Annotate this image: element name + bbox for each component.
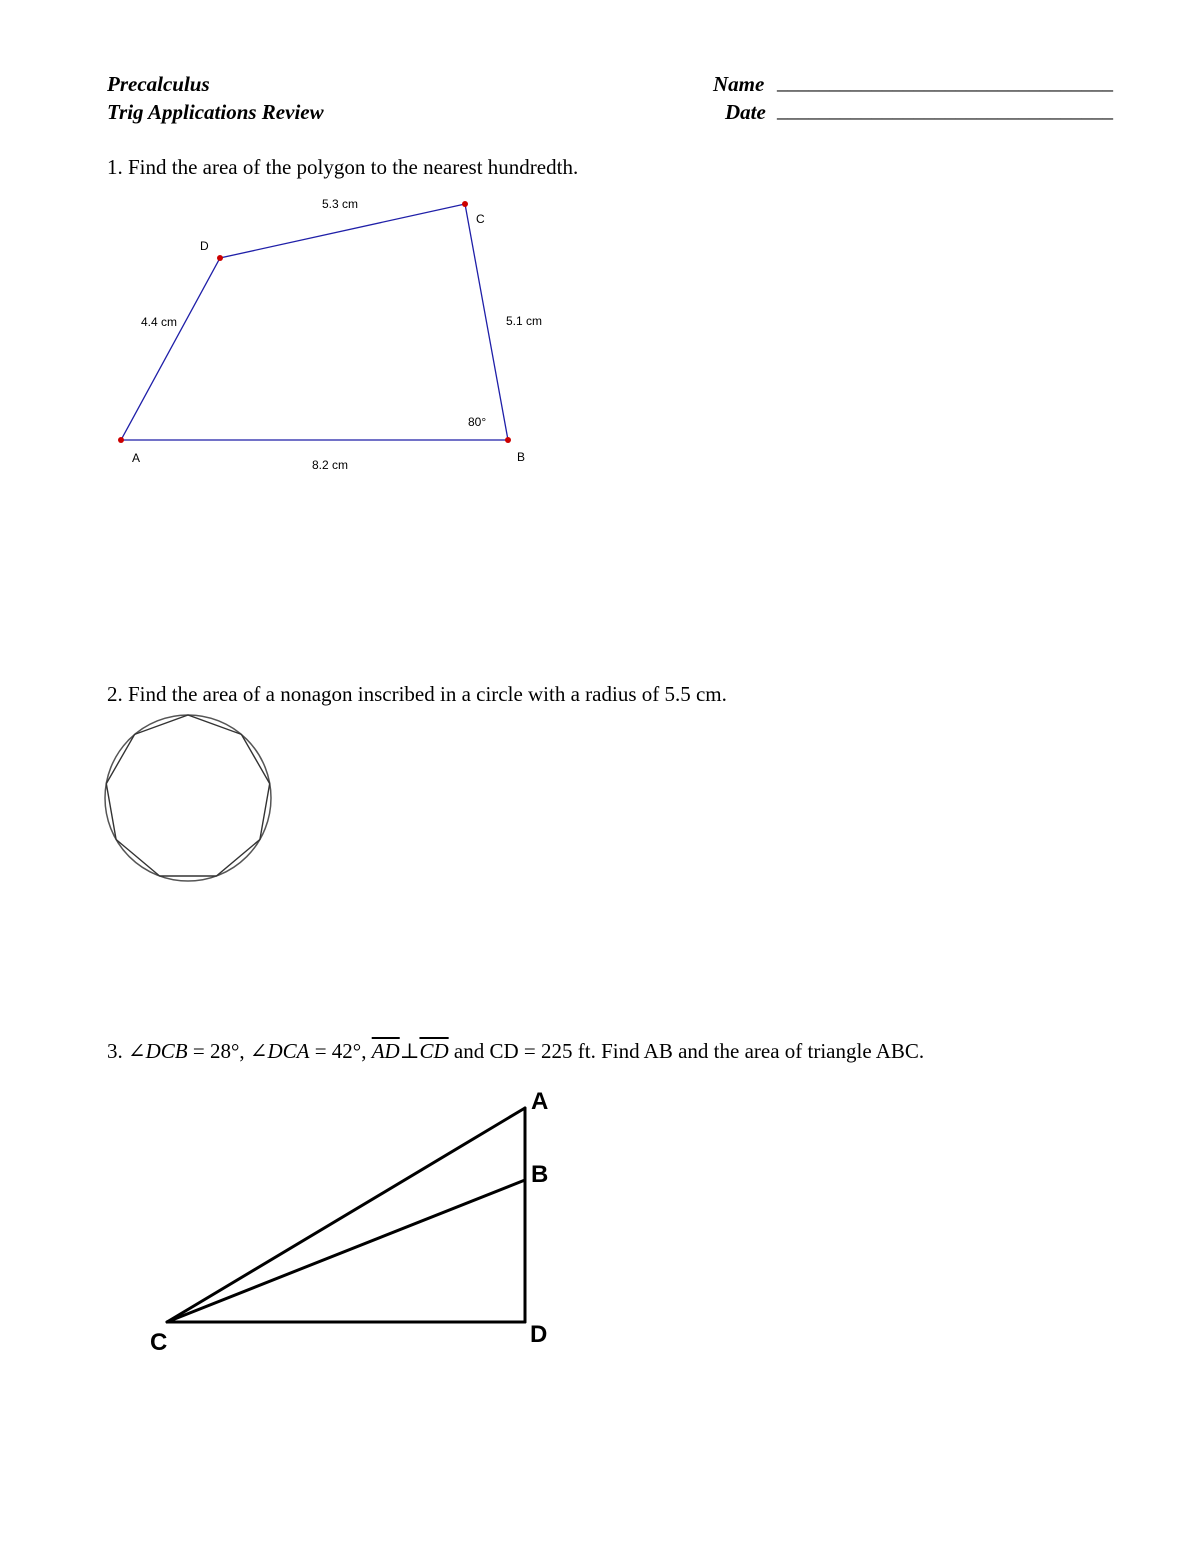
q3-angle-dca-value: = 42°: [309, 1039, 362, 1063]
date-label: Date: [725, 100, 766, 124]
vertex-d-label: D: [200, 239, 209, 253]
course-title: Precalculus: [107, 72, 210, 96]
segment-ca: [167, 1108, 525, 1322]
q3-angle-dcb: DCB: [145, 1039, 188, 1063]
q3-angle-dca: DCA: [267, 1039, 310, 1063]
question-2-text: 2. Find the area of a nonagon inscribed in a circle with a radius of 5.5 cm.: [107, 682, 727, 706]
question-1-text: 1. Find the area of the polygon to the nearest hundredth.: [107, 155, 579, 179]
date-blank[interactable]: ________________________________: [777, 98, 1113, 122]
q3-separator-1: ,: [239, 1039, 245, 1063]
q3-segment-cd: $\overline{CD}$: [419, 1039, 449, 1063]
side-cb-label: 5.1 cm: [506, 314, 543, 328]
q3-separator-2: ,: [361, 1039, 367, 1063]
q3-segment-ad: $\overline{AD}$: [371, 1039, 400, 1063]
name-label: Name: [713, 72, 765, 96]
side-ab-label: 8.2 cm: [312, 458, 349, 472]
vertex-c-label: C: [476, 212, 485, 226]
vertex-d-label: D: [530, 1321, 548, 1348]
angle-b-label: 80°: [468, 415, 487, 429]
q3-angle-symbol-2: ∠: [249, 1039, 268, 1063]
vertex-b-label: B: [531, 1161, 549, 1188]
segment-cb: [167, 1180, 525, 1322]
side-dc-label: 5.3 cm: [322, 197, 359, 211]
q3-angle-symbol-1: ∠: [128, 1039, 146, 1063]
vertex-b-label: B: [517, 450, 526, 464]
vertex-a-label: A: [531, 1088, 549, 1115]
vertex-c-label: C: [150, 1329, 168, 1356]
vertex-a-label: A: [132, 451, 141, 465]
side-ad-label: 4.4 cm: [141, 315, 178, 329]
worksheet-title: Trig Applications Review: [107, 100, 324, 124]
triangle-lines: [167, 1108, 525, 1322]
q3-angle-dcb-value: = 28°: [187, 1039, 240, 1063]
q3-rest-text: and CD = 225 ft. Find AB and the area of triangle ABC.: [448, 1039, 925, 1063]
q3-number: 3.: [107, 1039, 123, 1063]
name-blank[interactable]: ________________________________: [777, 70, 1113, 94]
q3-perpendicular-symbol: ⊥: [399, 1039, 420, 1063]
